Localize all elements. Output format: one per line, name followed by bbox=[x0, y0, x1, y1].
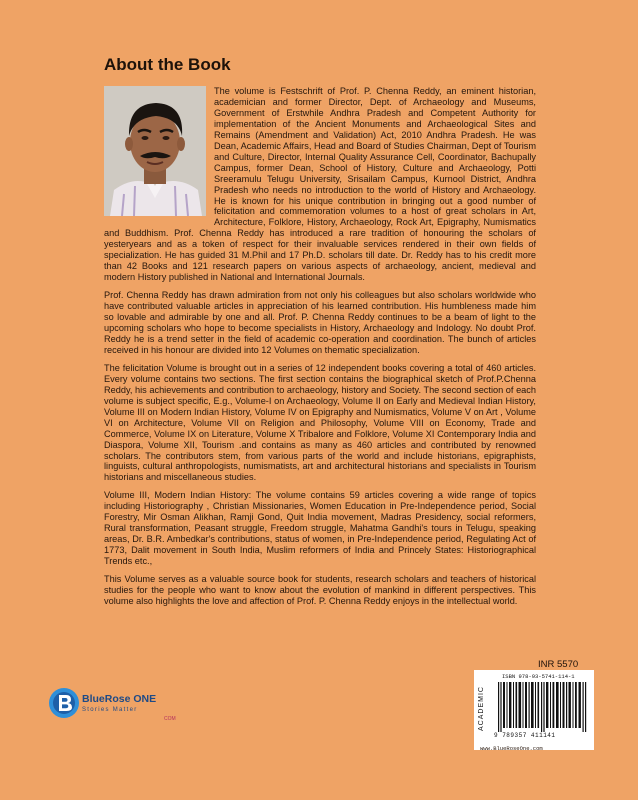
publisher-website: www.BlueRoseOne.com bbox=[480, 745, 543, 752]
book-description bbox=[104, 86, 536, 607]
bluerose-logo-icon bbox=[48, 686, 80, 720]
publisher-tagline: Stories Matter bbox=[82, 707, 138, 713]
paragraph-volume-three: Volume III, Modern Indian History: The volume contains 59 articles covering a wide range of topics including Historiography , Christian Missionaries, Women Education in Pre-Independence period, Social Forestry, Mir Osman Alikhan, Ramji Gond, Quit India movement, Madras Presidency, social reformers, Rural transformation, Peasant struggle, Freedom struggle, Mahatma Gandhi's tours in Telugu, speaking areas, Dr. B.R. Ambedkar's contributions, status of women, in Pre-Independence period, Regulating Act of 1773, Dalit movement in South India, Muslim reformers of India and Princely States: Historiographical Trends etc., bbox=[104, 490, 536, 567]
category-label: ACADEMIC bbox=[478, 686, 485, 732]
paragraph-intro: The volume is Festschrift of Prof. P. Chenna Reddy, an eminent historian, academician and former Director, Dept. of Archaeology and Museums, Government of Erstwhile Andhra Pradesh and Competent Authority for implementation of the Ancient Monuments and Archaeological Sites and Remains (Amendment and Validation) Act, 2010 Andhra Pradesh. He was Dean, Academic Affairs, Head and Board of Studies Chairman, Dept of Tourism and Culture, Director, Internal Quality Assurance Cell, Coordinator, Bachupally Campus, former Dean, School of History, Culture and Archaeology, Potti Sreeramulu Telugu University, Srisailam Campus, Kurnool District, Andhra Pradesh who needs no introduction to the world of History and Archaeology. He is known for his unique contribution in bringing out a good number of felicitation and commemoration volumes to a host of great scholars in Art, Architecture, Folklore, History, Archaeology, Rock Art, Epigraphy, Numismatics and Buddhism. Prof. Chenna Reddy has introduced a rare tradition of honouring the scholars of yesteryears and as a token of respect for their invaluable services rendered in their own fields of specialization. He has guided 31 M.Phil and 17 Ph.D. scholars till date. Dr. Reddy has to his credit more than 42 Books and 121 research papers on various aspects of archaeology, ancient, medieval and modern History published in National and International Journals. bbox=[104, 86, 536, 283]
page-title: About the Book bbox=[104, 55, 231, 74]
paragraph-summary: This Volume serves as a valuable source book for students, research scholars and teachers of historical studies for the people who want to know about the evolution of mankind in different perspectives. This volume also highlights the love and affection of Prof. P. Chenna Reddy enjoys in the intellectual world. bbox=[104, 574, 536, 606]
barcode-digits: 9 789357 411141 bbox=[494, 732, 556, 739]
paragraph-admiration: Prof. Chenna Reddy has drawn admiration from not only his colleagues but also scholars worldwide who have contributed valuable articles in appreciation of his learned contribution. His humbleness made him so lovable and admirable by one and all. Prof. P. Chenna Reddy continues to be a beam of light to the upcoming scholars who hope to become specialists in History, Archaeology and Indology. No doubt Prof. Reddy he is a trend setter in the field of academic co-operation and coordination. The bunch of articles received in his honour are divided into 12 Volumes on thematic specialization. bbox=[104, 290, 536, 355]
paragraph-series: The felicitation Volume is brought out in a series of 12 independent books covering a total of 460 articles. Every volume contains two sections. The first section contains the biographical sketch of Prof.P.Chenna Reddy, his achievements and contribution to archaeology, history and Society. The second section of each volume is subject specific, E.g., Volume-I on Archaeology, Volume II on Early and Medieval Indian History, Volume III on Modern Indian History, Volume IV on Epigraphy and Numismatics, Volume V on Art , Volume VI on Architecture, Volume VII on Religion and Philosophy, Volume VIII on Economy, Trade and Commerce, Volume IX on Literature, Volume X Tribalore and Folklore, Volume XI Contemporary India and Diaspora, Volume XII, Tourism .and contains as many as 460 articles and contributed by renowned scholars. The contributors stem, from various parts of the world and include historians, epigraphists, linguists, cultural anthropologists, numismatists, art and architectural historians and specialists in Tourism historians and miscellaneous studies. bbox=[104, 362, 536, 483]
publisher-badge: COM bbox=[164, 716, 176, 722]
isbn-label: ISBN 978-93-5741-114-1 bbox=[502, 673, 575, 680]
barcode-icon bbox=[498, 682, 588, 732]
publisher-name: BlueRose ONE bbox=[82, 693, 157, 705]
price-label: INR 5570 bbox=[538, 659, 579, 670]
